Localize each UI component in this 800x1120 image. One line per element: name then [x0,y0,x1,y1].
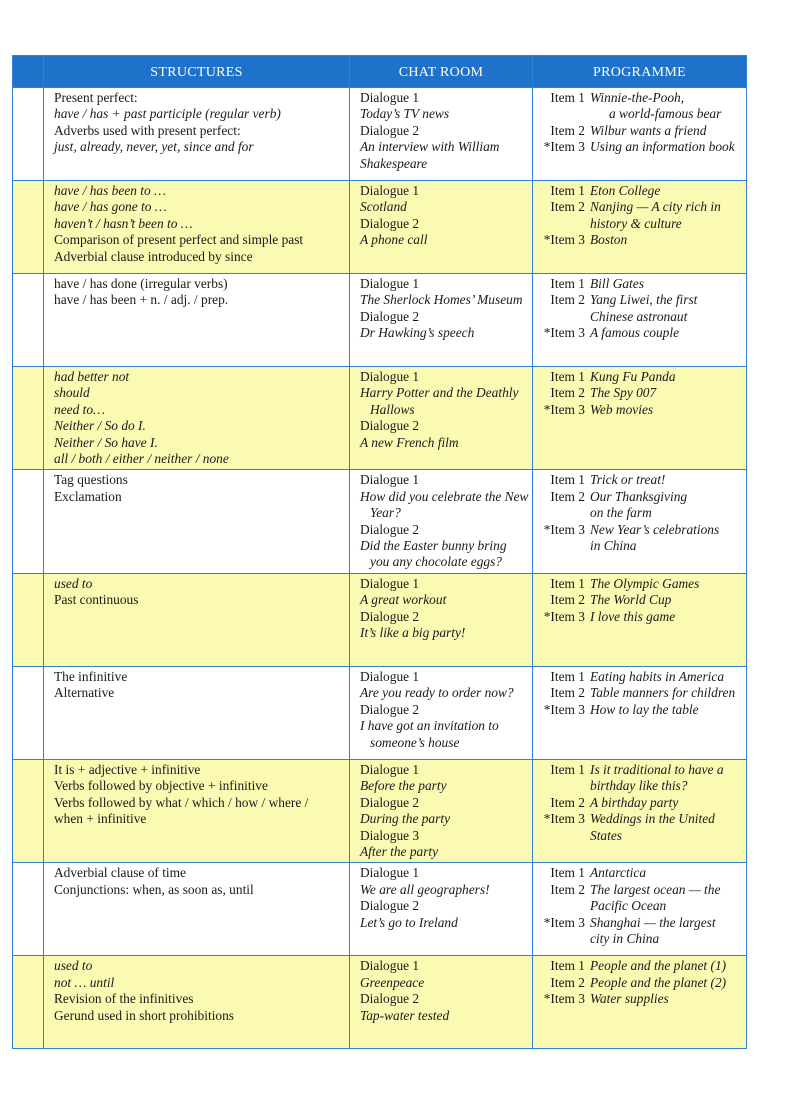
dialogue-title: Scotland [360,199,407,215]
item-number: Item 1 [550,369,585,384]
dialogue-title: someone’s house [370,734,460,750]
programme-cell [533,759,747,862]
item-number: *Item 3 [543,914,585,930]
item-number: Item 2 [550,122,585,138]
item-number: Item 1 [550,761,585,777]
programme-item [539,576,742,592]
structure-line: Adverbs used with present perfect: [54,122,241,138]
header-programme: PROGRAMME [533,56,747,88]
dialogue-title: Dr Hawking’s speech [360,325,475,341]
table-row [13,863,747,956]
programme-item [539,975,742,991]
programme-item [539,106,742,122]
structure-line: all / both / either / neither / none [54,451,229,467]
structures-cell [44,367,350,470]
dialogue-label: Dialogue 2 [360,701,420,717]
structures-cell [44,759,350,862]
dialogue-title: During the party [360,811,451,827]
programme-cell [533,863,747,956]
structure-line: Adverbial clause of time [54,865,186,881]
dialogue-title: A great workout [360,592,447,608]
table-row [13,956,747,1049]
structure-line: Alternative [54,685,115,701]
item-title: Is it traditional to have a [590,761,724,777]
programme-item [539,385,742,401]
item-number: *Item 3 [543,325,585,341]
item-title: A birthday party [590,794,679,810]
programme-item [539,216,742,232]
item-number: Item 2 [550,292,585,308]
structure-line: The infinitive [54,668,128,684]
item-title: birthday like this? [590,778,688,794]
programme-cell [533,573,747,666]
programme-cell [533,274,747,367]
dialogue-label: Dialogue 1 [360,865,420,881]
dialogue-label: Dialogue 1 [360,668,420,684]
structure-line: Comparison of present perfect and simple past [54,232,304,248]
table-row [13,666,747,759]
item-title: Wilbur wants a friend [590,122,707,138]
programme-cell [533,367,747,470]
structures-cell [44,666,350,759]
structure-line: had better not [54,369,130,384]
item-title: States [590,827,622,843]
programme-item [539,685,742,701]
item-number: Item 1 [550,575,585,591]
row-side-cell [13,759,44,862]
programme-item [539,592,742,608]
item-number: Item 2 [550,488,585,504]
item-title: Pacific Ocean [590,898,667,914]
structures-cell [44,470,350,573]
programme-item [539,199,742,215]
dialogue-title: Shakespeare [360,155,428,171]
item-title: The largest ocean — the [590,881,721,897]
programme-item [539,828,742,844]
dialogue-title: Today’s TV news [360,106,450,122]
table-row [13,759,747,862]
dialogue-label: Dialogue 2 [360,122,420,138]
dialogue-title: Are you ready to order now? [360,685,514,701]
programme-item [539,882,742,898]
dialogue-title: Greenpeace [360,974,425,990]
programme-item [539,232,742,248]
programme-item [539,472,742,488]
row-side-cell [13,470,44,573]
item-title: city in China [590,930,660,946]
structure-line: Conjunctions: when, as soon as, until [54,881,254,897]
programme-item [539,139,742,155]
dialogue-label: Dialogue 2 [360,215,420,231]
item-title: The Olympic Games [590,575,700,591]
item-number: Item 1 [550,90,585,105]
dialogue-title: Year? [370,505,401,521]
table-body [13,88,747,1049]
item-title: Bill Gates [590,276,644,291]
dialogue-label: Dialogue 2 [360,898,420,914]
header-side-cell [13,56,44,88]
structure-line: used to [54,575,93,591]
item-number: Item 1 [550,472,585,488]
dialogue-label: Dialogue 1 [360,472,420,488]
dialogue-title: Before the party [360,778,447,794]
structure-line: Adverbial clause introduced by since [54,248,253,264]
dialogue-title: How did you celebrate the New [360,488,529,504]
chat-room-cell [350,274,533,367]
item-title: People and the planet (1) [590,958,727,974]
structure-line: just, already, never, yet, since and for [54,139,254,155]
item-number: *Item 3 [543,701,585,717]
chat-room-cell [350,181,533,274]
dialogue-title: The Sherlock Homes’ Museum [360,292,523,308]
item-title: Web movies [590,401,654,417]
table-row [13,470,747,573]
programme-cell [533,181,747,274]
item-title: a world-famous bear [609,106,722,122]
programme-item [539,325,742,341]
structure-line: Revision of the infinitives [54,991,194,1007]
programme-item [539,609,742,625]
dialogue-label: Dialogue 2 [360,991,420,1007]
structures-cell [44,956,350,1049]
chat-room-cell [350,573,533,666]
dialogue-title: Did the Easter bunny bring [360,538,507,554]
dialogue-title: Tap-water tested [360,1007,450,1023]
row-side-cell [13,274,44,367]
row-side-cell [13,863,44,956]
item-title: in China [590,538,637,554]
structure-line: have / has + past participle (regular verb) [54,106,281,122]
programme-item [539,762,742,778]
programme-item [539,90,742,106]
item-title: How to lay the table [590,701,699,717]
programme-item [539,898,742,914]
chat-room-cell [350,759,533,862]
item-title: Yang Liwei, the first [590,292,698,308]
item-title: Eating habits in America [590,668,725,684]
structures-cell [44,181,350,274]
programme-item [539,276,742,292]
chat-room-cell [350,863,533,956]
structures-cell [44,863,350,956]
programme-item [539,522,742,538]
item-title: Water supplies [590,991,669,1007]
dialogue-title: A new French film [360,434,459,450]
dialogue-label: Dialogue 2 [360,794,420,810]
structure-line: used to [54,958,93,974]
item-number: Item 1 [550,668,585,684]
row-side-cell [13,181,44,274]
table-header-row [13,56,747,88]
item-title: Antarctica [590,865,647,881]
programme-item [539,292,742,308]
programme-item [539,183,742,199]
row-side-cell [13,573,44,666]
table-row [13,573,747,666]
header-chat-room: CHAT ROOM [350,56,533,88]
structures-cell [44,274,350,367]
structure-line: Gerund used in short prohibitions [54,1007,235,1023]
chat-room-cell [350,956,533,1049]
programme-item [539,991,742,1007]
item-title: Eton College [590,183,661,198]
table-row [13,367,747,470]
dialogue-label: Dialogue 2 [360,418,420,434]
row-side-cell [13,956,44,1049]
item-title: The World Cup [590,592,672,608]
chat-room-cell [350,666,533,759]
row-side-cell [13,88,44,181]
item-number: *Item 3 [543,401,585,417]
structure-line: Past continuous [54,592,139,608]
item-title: Nanjing — A city rich in [590,199,721,215]
item-number: *Item 3 [543,608,585,624]
programme-item [539,931,742,947]
item-number: *Item 3 [543,232,585,248]
item-title: history & culture [590,215,682,231]
item-title: People and the planet (2) [590,974,727,990]
item-title: Our Thanksgiving [590,488,688,504]
structure-line: Exclamation [54,488,122,504]
programme-item [539,778,742,794]
header-structures: STRUCTURES [44,56,350,88]
dialogue-title: I have got an invitation to [360,718,499,734]
chat-room-cell [350,367,533,470]
item-number: Item 1 [550,276,585,291]
structure-line: when + infinitive [54,811,147,827]
item-title: Using an information book [590,139,735,155]
programme-item [539,489,742,505]
dialogue-label: Dialogue 2 [360,608,420,624]
structure-line: not … until [54,974,115,990]
programme-item [539,123,742,139]
item-title: Chinese astronaut [590,308,688,324]
dialogue-label: Dialogue 3 [360,827,420,843]
structure-line: should [54,385,90,401]
item-title: Weddings in the United [590,811,715,827]
programme-item [539,402,742,418]
structures-cell [44,88,350,181]
chat-room-cell [350,88,533,181]
item-title: New Year’s celebrations [590,521,720,537]
structure-line: have / has done (irregular verbs) [54,276,228,291]
item-title: The Spy 007 [590,385,657,401]
structure-line: Tag questions [54,472,128,488]
dialogue-label: Dialogue 1 [360,369,420,384]
item-number: Item 2 [550,199,585,215]
item-number: Item 2 [550,794,585,810]
structure-line: have / has gone to … [54,199,167,215]
item-number: *Item 3 [543,139,585,155]
programme-item [539,702,742,718]
item-number: Item 1 [550,958,585,974]
row-side-cell [13,367,44,470]
programme-cell [533,666,747,759]
dialogue-title: you any chocolate eggs? [370,554,503,570]
item-number: *Item 3 [543,521,585,537]
item-number: *Item 3 [543,991,585,1007]
dialogue-label: Dialogue 2 [360,521,420,537]
dialogue-title: Harry Potter and the Deathly [360,385,519,401]
structure-line: Neither / So have I. [54,434,158,450]
dialogue-title: We are all geographers! [360,881,490,897]
programme-item [539,538,742,554]
structure-line: need to… [54,401,105,417]
syllabus-table [12,55,747,1049]
dialogue-title: It’s like a big party! [360,625,466,641]
table-row [13,274,747,367]
structure-line: have / has been to … [54,183,166,198]
table-row [13,181,747,274]
programme-item [539,309,742,325]
item-number: Item 2 [550,385,585,401]
item-title: on the farm [590,505,652,521]
programme-cell [533,88,747,181]
structure-line: Verbs followed by what / which / how / where / [54,794,309,810]
structure-line: It is + adjective + infinitive [54,761,201,777]
programme-item [539,505,742,521]
dialogue-title: An interview with William [360,139,500,155]
item-number: Item 1 [550,183,585,198]
dialogue-label: Dialogue 1 [360,761,420,777]
programme-cell [533,470,747,573]
dialogue-label: Dialogue 2 [360,308,420,324]
programme-item [539,915,742,931]
row-side-cell [13,666,44,759]
structure-line: haven’t / hasn’t been to … [54,215,193,231]
dialogue-title: Let’s go to Ireland [360,914,458,930]
item-title: Trick or treat! [590,472,666,488]
dialogue-title: Hallows [370,401,415,417]
structure-line: Verbs followed by objective + infinitive [54,778,268,794]
dialogue-label: Dialogue 1 [360,575,420,591]
dialogue-label: Dialogue 1 [360,90,420,105]
item-title: Table manners for children [590,685,736,701]
item-title: Shanghai — the largest [590,914,716,930]
dialogue-label: Dialogue 1 [360,183,420,198]
item-number: *Item 3 [543,811,585,827]
programme-item [539,669,742,685]
structure-line: Neither / So do I. [54,418,146,434]
item-title: Winnie-the-Pooh, [590,90,685,105]
structure-line: Present perfect: [54,90,138,105]
table-row [13,88,747,181]
dialogue-title: After the party [360,843,439,859]
syllabus-page [12,55,746,1049]
item-title: Kung Fu Panda [590,369,676,384]
item-number: Item 2 [550,881,585,897]
item-number: Item 2 [550,592,585,608]
programme-item [539,369,742,385]
dialogue-label: Dialogue 1 [360,958,420,974]
item-title: A famous couple [590,325,680,341]
dialogue-label: Dialogue 1 [360,276,420,291]
item-title: Boston [590,232,628,248]
item-number: Item 1 [550,865,585,881]
programme-item [539,811,742,827]
item-title: I love this game [590,608,676,624]
dialogue-title: A phone call [360,232,428,248]
item-number: Item 2 [550,974,585,990]
programme-item [539,865,742,881]
programme-cell [533,956,747,1049]
programme-item [539,958,742,974]
item-number: Item 2 [550,685,585,701]
chat-room-cell [350,470,533,573]
structures-cell [44,573,350,666]
structure-line: have / has been + n. / adj. / prep. [54,292,229,308]
programme-item [539,795,742,811]
